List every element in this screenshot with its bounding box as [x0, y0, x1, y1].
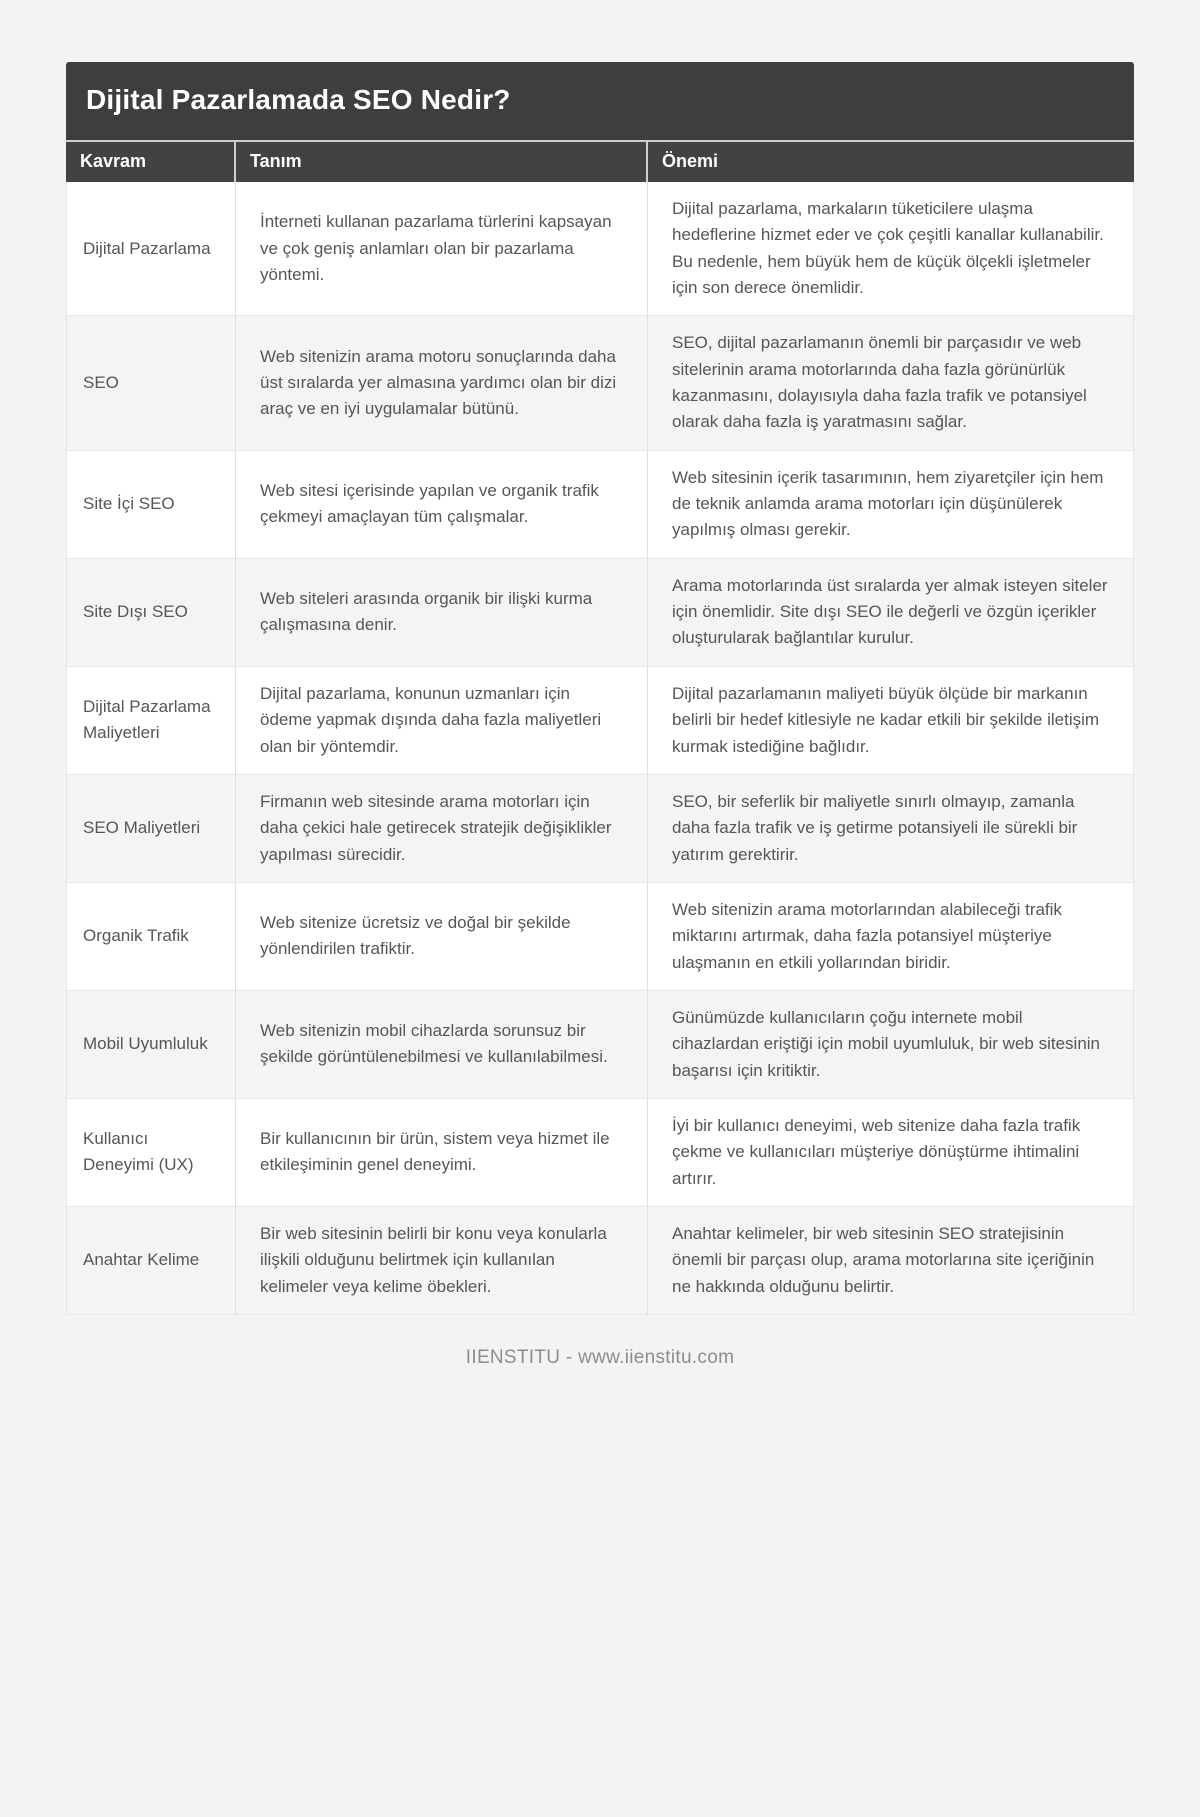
tanim-cell: Bir kullanıcının bir ürün, sistem veya hizmet ile etkileşiminin genel deneyimi.: [236, 1099, 648, 1207]
onemi-cell: Dijital pazarlama, markaların tüketicilere ulaşma hedeflerine hizmet eder ve çok çeşitli kanallar kullanabilir. Bu nedenle, hem büyük hem de küçük ölçekli işletmeler için son derece önemlidir.: [648, 182, 1134, 316]
tanim-cell: Bir web sitesinin belirli bir konu veya konularla ilişkili olduğunu belirtmek için kullanılan kelimeler veya kelime öbekleri.: [236, 1207, 648, 1315]
footer-branding: IIENSTITU - www.iienstitu.com: [465, 1347, 735, 1368]
kavram-cell: Anahtar Kelime: [66, 1207, 236, 1315]
kavram-cell: Mobil Uyumluluk: [66, 991, 236, 1099]
table-row: [66, 883, 1134, 991]
table-row: [66, 1207, 1134, 1315]
tanim-cell: Web sitenizin arama motoru sonuçlarında daha üst sıralarda yer almasına yardımcı olan bir dizi araç ve en iyi uygulamalar bütünü.: [236, 316, 648, 450]
onemi-cell: Dijital pazarlamanın maliyeti büyük ölçüde bir markanın belirli bir hedef kitlesiyle ne kadar etkili bir şekilde iletişim kurmak istediğine bağlıdır.: [648, 667, 1134, 775]
tanim-cell: Web sitenizin mobil cihazlarda sorunsuz bir şekilde görüntülenebilmesi ve kullanılabilmesi.: [236, 991, 648, 1099]
onemi-cell: Günümüzde kullanıcıların çoğu internete mobil cihazlardan eriştiği için mobil uyumluluk, bir web sitesinin başarısı için kritiktir.: [648, 991, 1134, 1099]
kavram-cell: Organik Trafik: [66, 883, 236, 991]
table-row: [66, 316, 1134, 450]
page-title: Dijital Pazarlamada SEO Nedir?: [66, 62, 1134, 142]
onemi-cell: Anahtar kelimeler, bir web sitesinin SEO stratejisinin önemli bir parçası olup, arama motorlarına site içeriğinin ne hakkında olduğunu belirtir.: [648, 1207, 1134, 1315]
tanim-cell: Web sitesi içerisinde yapılan ve organik trafik çekmeyi amaçlayan tüm çalışmalar.: [236, 451, 648, 559]
kavram-cell: Site İçi SEO: [66, 451, 236, 559]
tanim-cell: Web sitenize ücretsiz ve doğal bir şekilde yönlendirilen trafiktir.: [236, 883, 648, 991]
kavram-cell: Dijital Pazarlama Maliyetleri: [66, 667, 236, 775]
tanim-cell: Web siteleri arasında organik bir ilişki kurma çalışmasına denir.: [236, 559, 648, 667]
table-row: [66, 182, 1134, 316]
tanim-cell: Dijital pazarlama, konunun uzmanları için ödeme yapmak dışında daha fazla maliyetleri olan bir yöntemdir.: [236, 667, 648, 775]
onemi-cell: SEO, bir seferlik bir maliyetle sınırlı olmayıp, zamanla daha fazla trafik ve iş getirme potansiyeli ile sürekli bir yatırım gerektirir.: [648, 775, 1134, 883]
kavram-cell: Dijital Pazarlama: [66, 182, 236, 316]
onemi-cell: Web sitenizin arama motorlarından alabileceği trafik miktarını artırmak, daha fazla potansiyel müşteriye ulaşmanın en etkili yollarından biridir.: [648, 883, 1134, 991]
kavram-cell: Kullanıcı Deneyimi (UX): [66, 1099, 236, 1207]
table-row: [66, 667, 1134, 775]
seo-table-card: [66, 62, 1134, 1315]
tanim-cell: İnterneti kullanan pazarlama türlerini kapsayan ve çok geniş anlamları olan bir pazarlama yöntemi.: [236, 182, 648, 316]
table-row: [66, 991, 1134, 1099]
column-header-kavram: Kavram: [66, 142, 236, 182]
seo-definitions-table: [66, 142, 1134, 1315]
onemi-cell: SEO, dijital pazarlamanın önemli bir parçasıdır ve web sitelerinin arama motorlarında daha fazla görünürlük kazanmasını, dolayısıyla daha fazla trafik ve potansiyel olarak daha fazla iş yaratmasını sağlar.: [648, 316, 1134, 450]
table-row: [66, 775, 1134, 883]
onemi-cell: Web sitesinin içerik tasarımının, hem ziyaretçiler için hem de teknik anlamda arama motorları için düşünülerek yapılmış olması gerekir.: [648, 451, 1134, 559]
onemi-cell: İyi bir kullanıcı deneyimi, web sitenize daha fazla trafik çekme ve kullanıcıları müşteriye dönüştürme ihtimalini artırır.: [648, 1099, 1134, 1207]
onemi-cell: Arama motorlarında üst sıralarda yer almak isteyen siteler için önemlidir. Site dışı SEO ile değerli ve özgün içerikler oluşturularak bağlantılar kurulur.: [648, 559, 1134, 667]
tanim-cell: Firmanın web sitesinde arama motorları için daha çekici hale getirecek stratejik değişiklikler yapılması sürecidir.: [236, 775, 648, 883]
kavram-cell: SEO: [66, 316, 236, 450]
kavram-cell: Site Dışı SEO: [66, 559, 236, 667]
table-header-row: [66, 142, 1134, 182]
kavram-cell: SEO Maliyetleri: [66, 775, 236, 883]
table-row: [66, 559, 1134, 667]
column-header-onemi: Önemi: [648, 142, 1134, 182]
table-row: [66, 451, 1134, 559]
table-row: [66, 1099, 1134, 1207]
column-header-tanim: Tanım: [236, 142, 648, 182]
